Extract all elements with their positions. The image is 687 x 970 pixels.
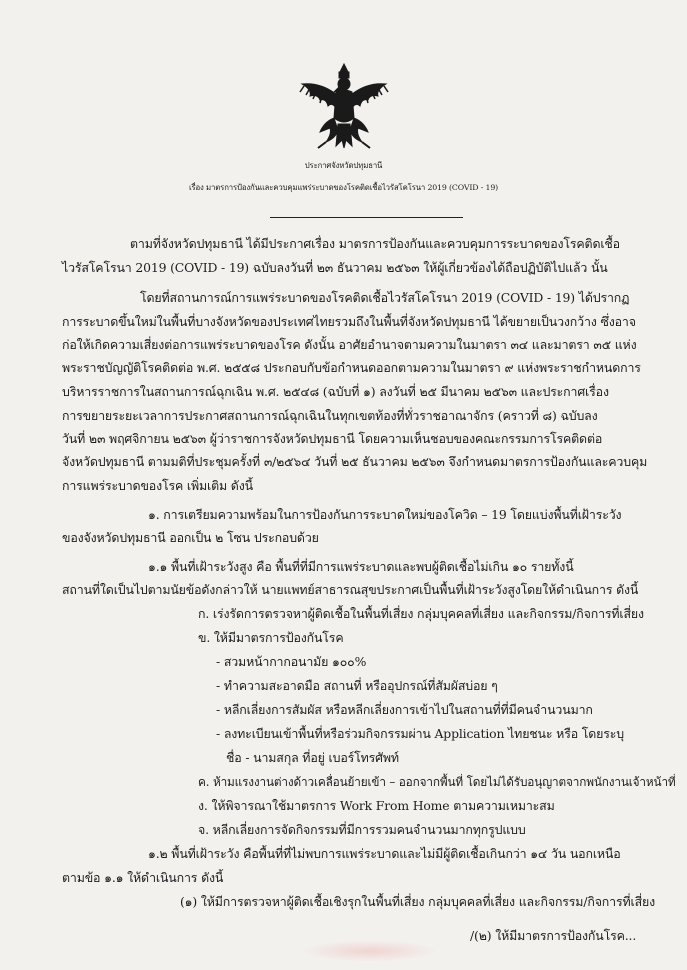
- section-1-line-2: ของจังหวัดปทุมธานี ออกเป็น ๒ โซน ประกอบด้วย: [62, 530, 319, 545]
- paragraph-2-line-3: ก่อให้เกิดความเสี่ยงต่อการแพร่ระบาดของโรค ดังนั้น อาศัยอำนาจตามความในมาตรา ๓๔ และมาตรา ๓๕ แห่ง: [62, 337, 637, 352]
- section-1-2-line-1: ๑.๒ พื้นที่เฝ้าระวัง คือพื้นที่ที่ไม่พบการแพร่ระบาดและไม่มีผู้ติดเชื้อเกินกว่า ๑๔ วัน นอกเหนือ: [148, 846, 621, 861]
- item-b-bullet-2: - ทำความสะอาดมือ สถานที่ หรืออุปกรณ์ที่สัมผัสบ่อย ๆ: [216, 678, 498, 693]
- item-b: ข. ให้มีมาตรการป้องกันโรค: [198, 630, 344, 645]
- announcement-subject: เรื่อง มาตรการป้องกันและควบคุมแพร่ระบาดของโรคติดเชื้อไวรัสโคโรนา 2019 (COVID - 19): [188, 183, 499, 192]
- paragraph-2-line-4: พระราชบัญญัติโรคติดต่อ พ.ศ. ๒๕๕๘ ประกอบกับข้อกำหนดออกตามความในมาตรา ๙ แห่งพระราชกำหนดการ: [62, 360, 641, 375]
- paragraph-2-line-9: การแพร่ระบาดของโรค เพิ่มเติม ดังนี้: [62, 478, 253, 493]
- item-b-bullet-1: - สวมหน้ากากอนามัย ๑๐๐%: [216, 654, 367, 669]
- title-divider: [270, 217, 463, 218]
- section-1-2-line-2: ตามข้อ ๑.๑ ให้ดำเนินการ ดังนี้: [62, 870, 224, 885]
- paragraph-1-line-2: ไวรัสโคโรนา 2019 (COVID - 19) ฉบับลงวันที่ ๒๓ ธันวาคม ๒๕๖๓ ให้ผู้เกี่ยวข้องได้ถือปฏิบัติไปแล้ว นั้น: [62, 260, 608, 275]
- announcement-title: ประกาศจังหวัดปทุมธานี: [304, 161, 383, 170]
- item-b-bullet-4: - ลงทะเบียนเข้าพื้นที่หรือร่วมกิจกรรมผ่าน Application ไทยชนะ หรือ โดยระบุ: [216, 726, 625, 741]
- item-e: จ. หลีกเลี่ยงการจัดกิจกรรมที่มีการรวมคนจำนวนมากทุกรูปแบบ: [198, 822, 526, 837]
- paragraph-2-line-1: โดยที่สถานการณ์การแพร่ระบาดของโรคติดเชื้อไวรัสโคโรนา 2019 (COVID - 19) ได้ปรากฏ: [140, 290, 630, 305]
- section-1-1-line-2: สถานที่ใดเป็นไปตามนัยข้อดังกล่าวให้ นายแพทย์สาธารณสุขประกาศเป็นพื้นที่เฝ้าระวังสูงโดยให้ดำเนินการ ดังนี้: [62, 582, 639, 597]
- item-b-bullet-3: - หลีกเลี่ยงการสัมผัส หรือหลีกเลี่ยงการเข้าไปในสถานที่ที่มีคนจำนวนมาก: [216, 702, 593, 717]
- garuda-emblem-icon: [296, 62, 392, 152]
- section-1-1-line-1: ๑.๑ พื้นที่เฝ้าระวังสูง คือ พื้นที่ที่มีการแพร่ระบาดและพบผู้ติดเชื้อไม่เกิน ๑๐ รายทั้งนี้: [148, 559, 574, 574]
- paragraph-2-line-8: จังหวัดปทุมธานี ตามมติที่ประชุมครั้งที่ ๓/๒๕๖๔ วันที่ ๒๕ ธันวาคม ๒๕๖๓ จึงกำหนดมาตรการป้องกันและควบคุม: [62, 454, 648, 469]
- section-1-line-1: ๑. การเตรียมความพร้อมในการป้องกันการระบาดใหม่ของโควิด – 19 โดยแบ่งพื้นที่เฝ้าระวัง: [148, 507, 622, 522]
- continuation-note: /(๒) ให้มีมาตรการป้องกันโรค...: [470, 928, 637, 943]
- paragraph-1-line-1: ตามที่จังหวัดปทุมธานี ได้มีประกาศเรื่อง มาตรการป้องกันและควบคุมการระบาดของโรคติดเชื้อ: [130, 236, 620, 251]
- section-1-2-item-1: (๑) ให้มีการตรวจหาผู้ติดเชื้อเชิงรุกในพื้นที่เสี่ยง กลุ่มบุคคลที่เสี่ยง และกิจกรรม/กิจการที่เสี่ยง: [180, 894, 655, 909]
- paragraph-2-line-5: บริหารราชการในสถานการณ์ฉุกเฉิน พ.ศ. ๒๕๔๘ (ฉบับที่ ๑) ลงวันที่ ๒๕ มีนาคม ๒๕๖๓ และประกาศเรื่อง: [62, 384, 609, 399]
- item-d: ง. ให้พิจารณาใช้มาตรการ Work From Home ตามความเหมาะสม: [198, 798, 555, 813]
- paper-stain: [300, 940, 440, 962]
- item-a: ก. เร่งรัดการตรวจหาผู้ติดเชื้อในพื้นที่เสี่ยง กลุ่มบุคคลที่เสี่ยง และกิจกรรม/กิจการที่เสี่ยง: [198, 606, 644, 621]
- item-c: ค. ห้ามแรงงานต่างด้าวเคลื่อนย้ายเข้า – ออกจากพื้นที่ โดยไม่ได้รับอนุญาตจากพนักงานเจ้าหน้าที่: [198, 775, 676, 789]
- paragraph-2-line-7: วันที่ ๒๓ พฤศจิกายน ๒๕๖๓ ผู้ว่าราชการจังหวัดปทุมธานี โดยความเห็นชอบของคณะกรรมการโรคติดต่อ: [62, 431, 603, 446]
- paragraph-2-line-2: การระบาดขึ้นใหม่ในพื้นที่บางจังหวัดของประเทศไทยรวมถึงในพื้นที่จังหวัดปทุมธานี ได้ขยายเป็นวงกว้าง ซึ่งอาจ: [62, 314, 636, 329]
- item-b-bullet-4-continued: ชื่อ - นามสกุล ที่อยู่ เบอร์โทรศัพท์: [226, 750, 399, 765]
- paragraph-2-line-6: การขยายระยะเวลาการประกาศสถานการณ์ฉุกเฉินในทุกเขตท้องที่ทั่วราชอาณาจักร (คราวที่ ๘) ฉบับลง: [62, 408, 598, 423]
